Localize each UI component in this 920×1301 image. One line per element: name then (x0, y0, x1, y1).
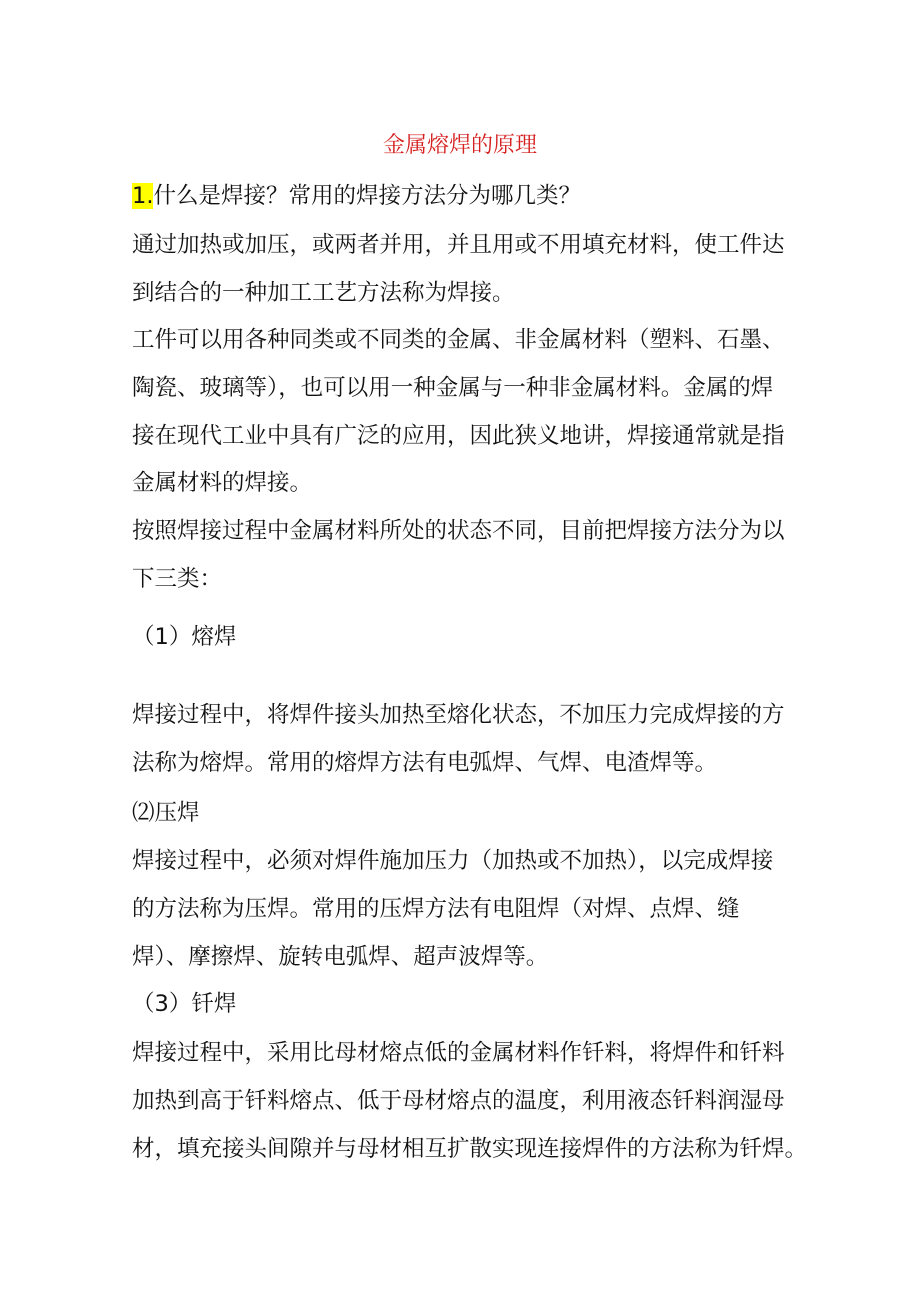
paragraph-line: 焊接过程中，必须对焊件施加压力（加热或不加热），以完成焊接 (132, 848, 774, 874)
paragraph-line: 焊接过程中，采用比母材熔点低的金属材料作钎料，将焊件和钎料 (132, 1040, 785, 1066)
paragraph-line: 下三类： (132, 566, 223, 592)
paragraph-line: 法称为熔焊。常用的熔焊方法有电弧焊、气焊、电渣焊等。 (132, 750, 718, 776)
paragraph-line: 陶瓷、玻璃等），也可以用一种金属与一种非金属材料。金属的焊 (132, 375, 774, 401)
paragraph-line: 通过加热或加压，或两者并用，并且用或不用填充材料，使工件达 (132, 232, 785, 258)
paragraph-line: 金属材料的焊接。 (132, 470, 313, 496)
section-heading-pressure-welding: ⑵压焊 (132, 800, 200, 826)
question-text: 什么是焊接？常用的焊接方法分为哪几类？ (153, 183, 581, 209)
paragraph-line: 到结合的一种加工工艺方法称为焊接。 (132, 280, 515, 306)
question-heading (132, 180, 581, 212)
page-title: 金属熔焊的原理 (382, 133, 537, 158)
paragraph-line: 焊接过程中，将焊件接头加热至熔化状态，不加压力完成焊接的方 (132, 702, 785, 728)
section-heading-fusion-welding: （1）熔焊 (132, 624, 237, 650)
paragraph-line: 焊）、摩擦焊、旋转电弧焊、超声波焊等。 (132, 944, 549, 970)
paragraph-line: 工件可以用各种同类或不同类的金属、非金属材料（塑料、石墨、 (132, 327, 785, 353)
paragraph-line: 接在现代工业中具有广泛的应用，因此狭义地讲，焊接通常就是指 (132, 423, 785, 449)
paragraph-line: 按照焊接过程中金属材料所处的状态不同，目前把焊接方法分为以 (132, 518, 785, 544)
section-heading-brazing: （3）钎焊 (132, 991, 237, 1017)
paragraph-line: 加热到高于钎料熔点、低于母材熔点的温度，利用液态钎料润湿母 (132, 1088, 785, 1114)
paragraph-line: 材，填充接头间隙并与母材相互扩散实现连接焊件的方法称为钎焊。 (132, 1136, 808, 1162)
paragraph-line: 的方法称为压焊。常用的压焊方法有电阻焊（对焊、点焊、缝 (132, 896, 740, 922)
question-number: 1. (132, 183, 154, 209)
